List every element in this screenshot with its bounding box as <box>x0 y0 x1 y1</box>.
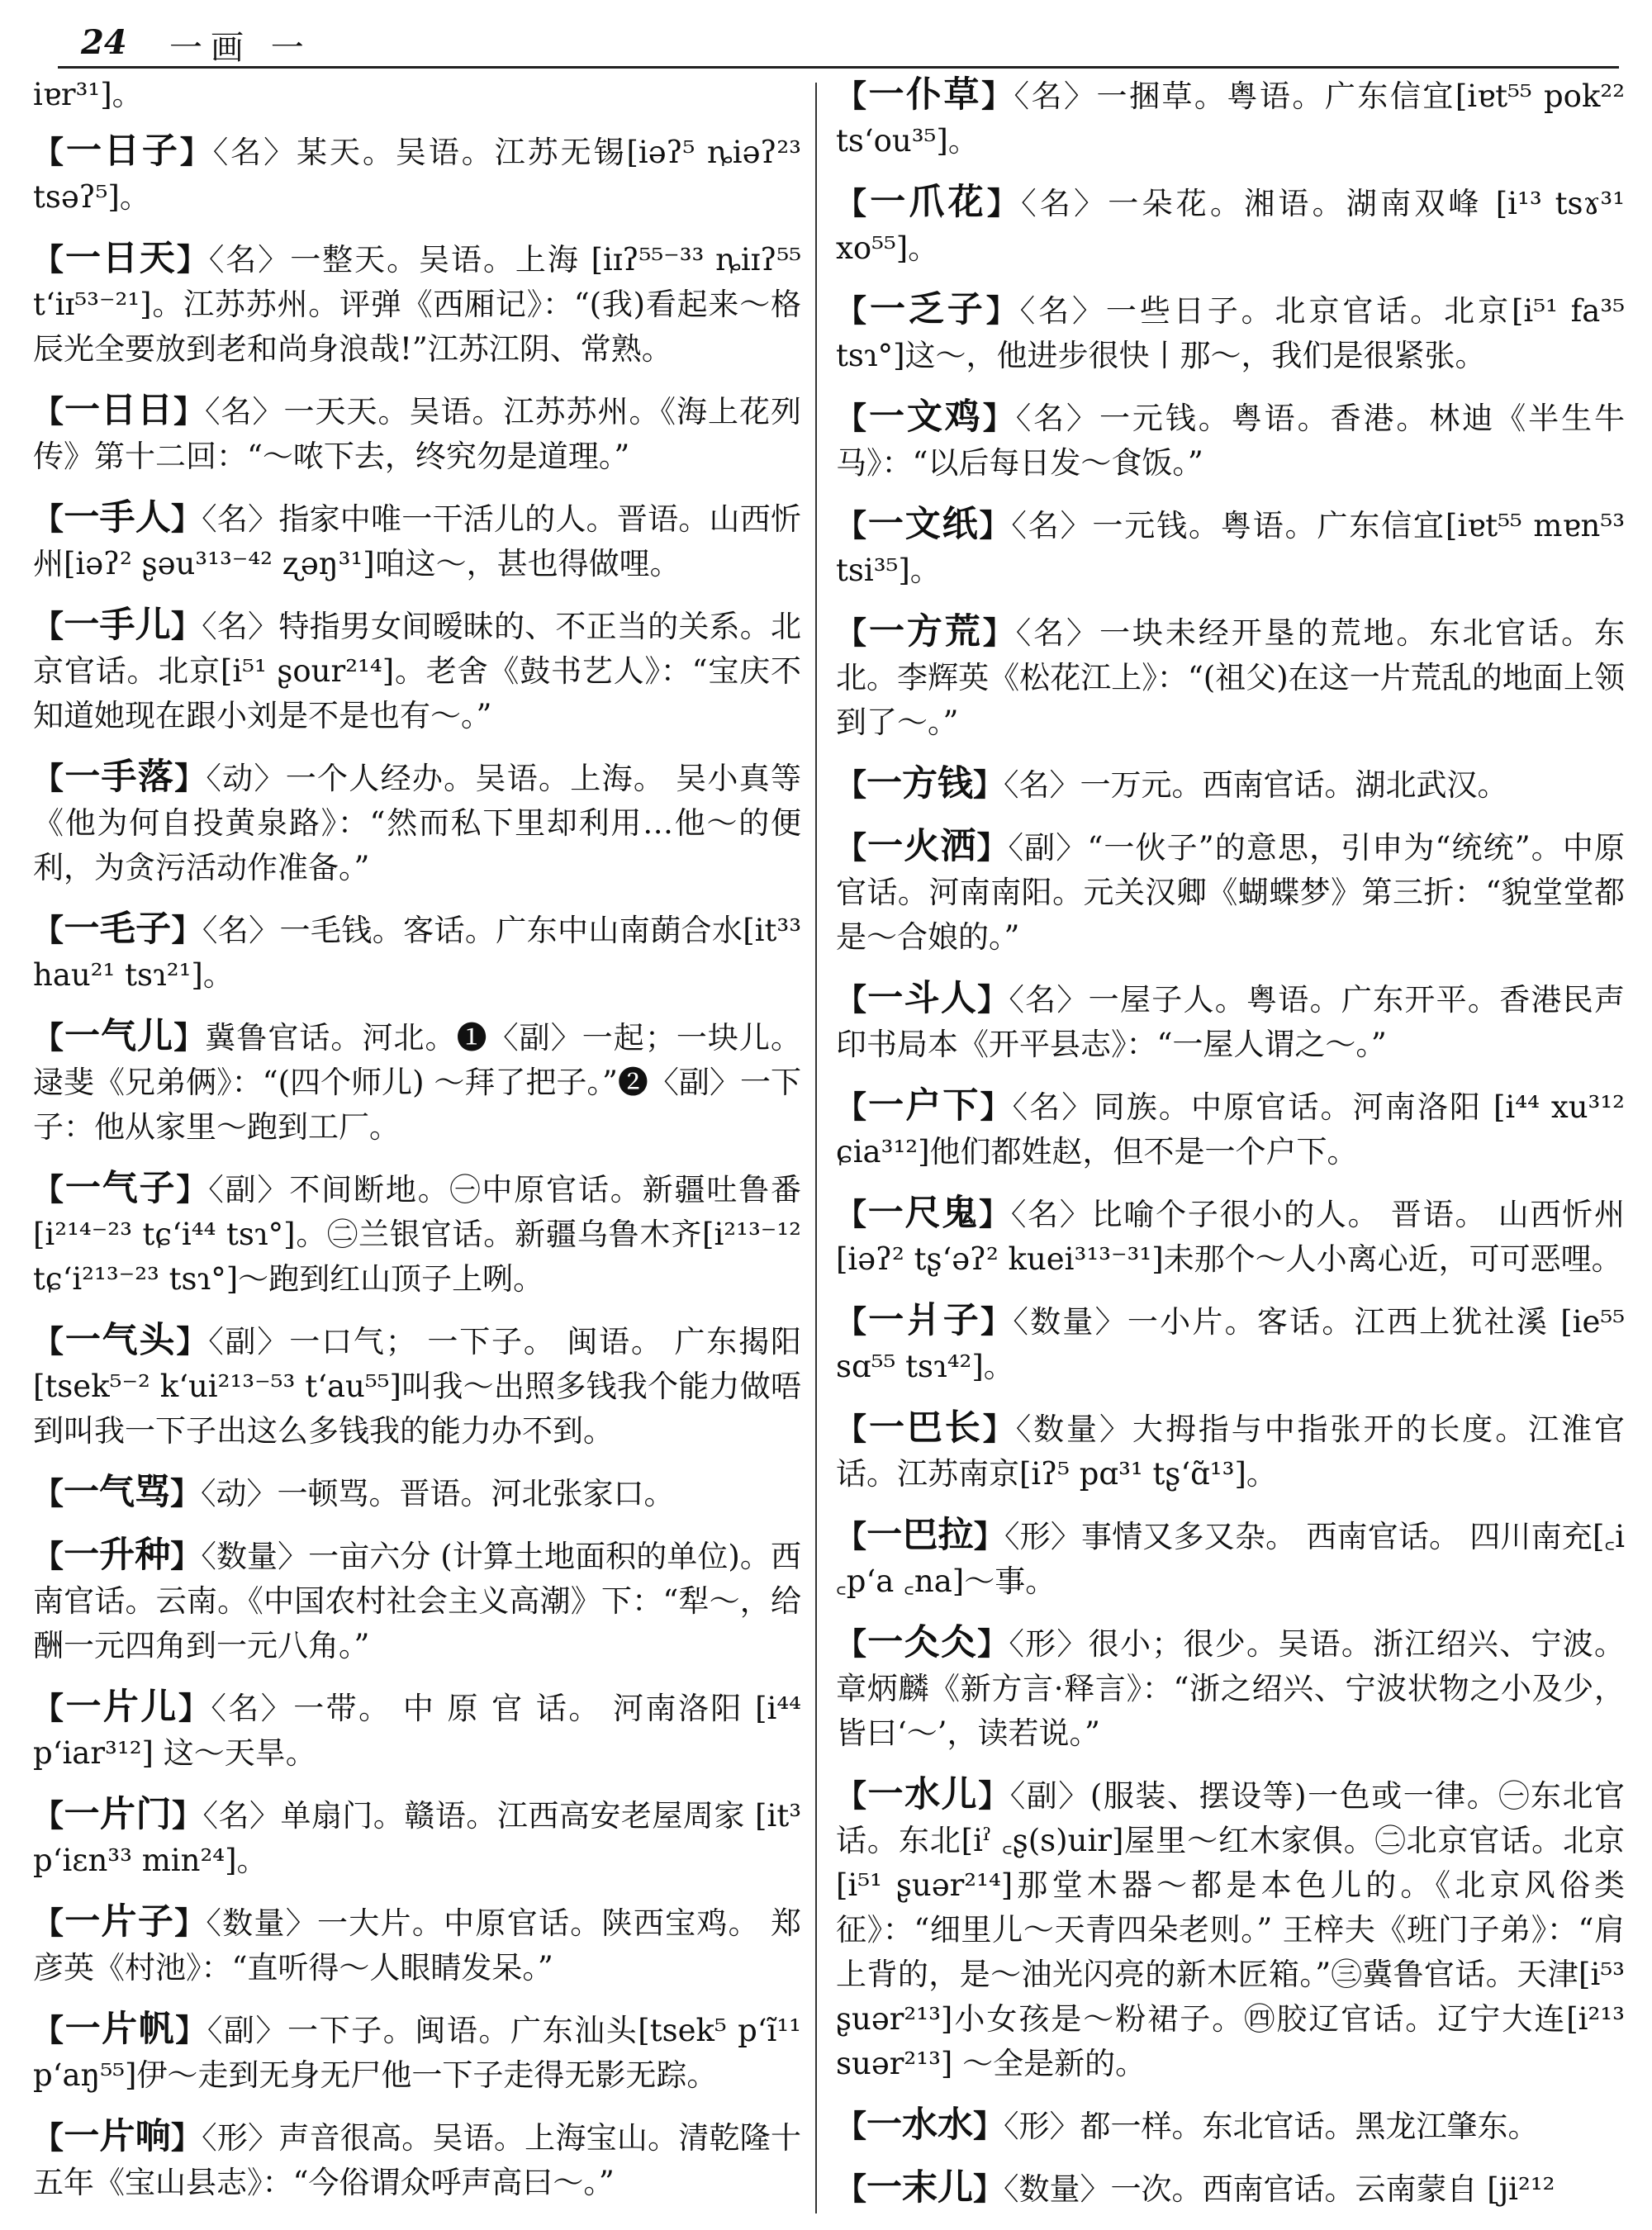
dictionary-entry: 【一文鸡】〈名〉一元钱。粤语。香港。林迪《半生牛马》：“以后每日发～食饭。” <box>836 396 1625 481</box>
entry-headword: 一日日 <box>64 390 173 431</box>
entry-definition: 〈形〉事情又多又杂。 西南官话。 四川南充[꜀i ꜀p‘a ꜀na]～事。 <box>836 1519 1625 1599</box>
entry-definition: 〈数量〉大拇指与中指张开的长度。江淮官话。江苏南京[iʔ⁵ pɑ³¹ tʂ‘ɑ̃¹³]。 <box>836 1412 1625 1492</box>
right-column <box>836 73 1625 2220</box>
dictionary-entry: 【一户下】〈名〉同族。中原官话。河南洛阳 [i⁴⁴ xu³¹² ɕia³¹²]他们都姓赵，但不是一个户下。 <box>836 1085 1625 1170</box>
entry-definition: 〈形〉很小；很少。吴语。浙江绍兴、宁波。章炳麟《新方言·释言》：“浙之绍兴、宁波状物之小及少，皆曰‘～’，读若说。” <box>836 1626 1625 1751</box>
dictionary-entry: 【一仌仌】〈形〉很小；很少。吴语。浙江绍兴、宁波。章炳麟《新方言·释言》：“浙之绍兴、宁波状物之小及少，皆曰‘～’，读若说。” <box>836 1622 1625 1751</box>
dictionary-entry: 【一日天】〈名〉一整天。吴语。上海 [iɪʔ⁵⁵⁻³³ ȵiɪʔ⁵⁵ t‘iɪ⁵³⁻²¹]。江苏苏州。评弹《西厢记》：“(我)看起来～格辰光全要放到老和尚身浪哉!”江苏江阴、常熟。 <box>33 238 801 367</box>
dictionary-entry: 【一手落】〈动〉一个人经办。吴语。上海。 吴小真等《他为何自投黄泉路》：“然而私下里却利用…他～的便利，为贪污活动作准备。” <box>33 757 801 885</box>
entry-definition: 〈副〉不间断地。㊀中原官话。新疆吐鲁番[i²¹⁴⁻²³ tɕ‘i⁴⁴ tsɿ°]。㊁兰银官话。新疆乌鲁木齐[i²¹³⁻¹² tɕ‘i²¹³⁻²³ tsɿ°]～跑到红山顶子上咧。 <box>33 1172 801 1297</box>
entry-definition: 〈副〉(服装、摆设等)一色或一律。㊀东北官话。东北[iˀ ꜀ʂ(s)uir]屋里～红木家俱。㊁北京官话。北京[i⁵¹ ʂuər²¹⁴]那堂木器～都是本色儿的。《北京风俗类征》：“细里儿～天青四朵老则。” 王梓夫《班门子弟》：“肩上背的，是～油光闪亮的新木匠箱。”㊂冀鲁官话。天津[i⁵³ ʂuər²¹³]小女孩是～粉裙子。㊃胶辽官话。辽宁大连[i²¹³ suər²¹³] ～全是新的。 <box>836 1778 1625 2081</box>
entry-headword: 一升种 <box>64 1535 171 1576</box>
dictionary-entry: 【一毛子】〈名〉一毛钱。客话。广东中山南蓢合水[it³³ hau²¹ tsɿ²¹]。 <box>33 909 801 993</box>
entry-headword: 一方荒 <box>868 611 983 652</box>
running-title: 一画 一 <box>169 29 312 67</box>
entry-headword: 一气头 <box>64 1320 177 1361</box>
dictionary-entry: 【一片帆】〈副〉一下子。闽语。广东汕头[tsek⁵ p‘ĩ¹¹ p‘aŋ⁵⁵]伊～走到无身无尸他一下子走得无影无踪。 <box>33 2009 801 2093</box>
page-header <box>58 15 1619 69</box>
dictionary-entry: 【一气头】〈副〉一口气； 一下子。 闽语。 广东揭阳[tsek⁵⁻² k‘ui²¹³⁻⁵³ t‘au⁵⁵]叫我～出照多钱我个能力做唔到叫我一下子出这么多钱我的能力办不到。 <box>33 1320 801 1449</box>
entry-headword: 一尺鬼 <box>867 1193 980 1234</box>
entry-headword: 一气子 <box>64 1168 177 1209</box>
dictionary-entry: 【一水水】〈形〉都一样。东北官话。黑龙江肇东。 <box>836 2104 1539 2146</box>
entry-definition: 〈名〉某天。吴语。江苏无锡[iəʔ⁵ ȵiəʔ²³ tsəʔ⁵]。 <box>33 135 801 215</box>
entry-headword: 一手落 <box>64 757 175 798</box>
entry-headword: 一气骂 <box>64 1472 170 1513</box>
dictionary-entry: 【一巴长】〈数量〉大拇指与中指张开的长度。江淮官话。江苏南京[iʔ⁵ pɑ³¹ tʂ‘ɑ̃¹³]。 <box>836 1407 1625 1492</box>
dictionary-entry: 【一气子】〈副〉不间断地。㊀中原官话。新疆吐鲁番[i²¹⁴⁻²³ tɕ‘i⁴⁴ tsɿ°]。㊁兰银官话。新疆乌鲁木齐[i²¹³⁻¹² tɕ‘i²¹³⁻²³ tsɿ°]～跑到红山顶子上咧。 <box>33 1168 801 1297</box>
entry-headword: 一乏子 <box>869 289 986 330</box>
entry-headword: 一方钱 <box>866 763 973 804</box>
entry-definition: 〈名〉一整天。吴语。上海 [iɪʔ⁵⁵⁻³³ ȵiɪʔ⁵⁵ t‘iɪ⁵³⁻²¹]。江苏苏州。评弹《西厢记》：“(我)看起来～格辰光全要放到老和尚身浪哉!”江苏江阴、常熟。 <box>33 242 801 367</box>
entry-definition: 〈名〉比喻个子很小的人。 晋语。 山西忻州[iəʔ² tʂ‘əʔ² kuei³¹³⁻³¹]未那个～人小离心近，可可恶哩。 <box>836 1197 1625 1277</box>
entry-definition: 〈数量〉一小片。客话。江西上犹社溪 [ie⁵⁵ sɑ⁵⁵ tsɿ⁴²]。 <box>836 1304 1625 1384</box>
entry-headword: 一片子 <box>64 1901 175 1943</box>
entry-headword: 一户下 <box>868 1085 980 1127</box>
entry-headword: 一片响 <box>64 2116 171 2157</box>
entry-definition: 〈名〉一天天。吴语。江苏苏州。《海上花列传》第十二回：“～哝下去，终究勿是道理。” <box>33 394 801 474</box>
entry-definition: 〈名〉一朵花。湘语。湖南双峰 [i¹³ tsɤ³¹ xo⁵⁵]。 <box>836 186 1625 266</box>
dictionary-entry: 【一升种】〈数量〉一亩六分 (计算土地面积的单位)。西南官话。云南。《中国农村社会主义高潮》下：“犁～，给酬一元四角到一元八角。” <box>33 1535 801 1663</box>
entry-definition: 〈动〉一个人经办。吴语。上海。 吴小真等《他为何自投黄泉路》：“然而私下里却利用…他～的便利，为贪污活动作准备。” <box>33 761 801 885</box>
entry-headword: 一片门 <box>64 1794 172 1835</box>
entry-headword: 一爪花 <box>870 182 987 223</box>
dictionary-entry: 【一巴拉】〈形〉事情又多又杂。 西南官话。 四川南充[꜀i ꜀p‘a ꜀na]～事。 <box>836 1515 1625 1599</box>
entry-definition: 〈名〉一带。 中 原 官 话。 河南洛阳 [i⁴⁴ p‘iar³¹²] 这～天旱。 <box>33 1691 801 1771</box>
dictionary-entry: 【一手人】〈名〉指家中唯一干活儿的人。晋语。山西忻州[iəʔ² ʂəu³¹³⁻⁴² ʐəŋ³¹]咱这～，甚也得做哩。 <box>33 497 801 581</box>
entry-headword: 一巴长 <box>868 1407 983 1449</box>
entry-headword: 一仌仌 <box>867 1622 978 1663</box>
entry-definition: iɐr³¹]。 <box>33 77 143 112</box>
entry-definition: 〈名〉同族。中原官话。河南洛阳 [i⁴⁴ xu³¹² ɕia³¹²]他们都姓赵，但不是一个户下。 <box>836 1089 1625 1170</box>
entry-definition: 〈副〉一口气； 一下子。 闽语。 广东揭阳[tsek⁵⁻² k‘ui²¹³⁻⁵³ t‘au⁵⁵]叫我～出照多钱我个能力做唔到叫我一下子出这么多钱我的能力办不到。 <box>33 1324 801 1449</box>
dictionary-entry: 【一片响】〈形〉声音很高。吴语。上海宝山。清乾隆十五年《宝山县志》：“今俗谓众呼声高曰～。” <box>33 2116 801 2200</box>
entry-headword: 一气儿 <box>64 1016 174 1057</box>
dictionary-entry: 【一斗人】〈名〉一屋子人。粤语。广东开平。香港民声印书局本《开平县志》：“一屋人谓之～。” <box>836 978 1625 1062</box>
entry-headword: 一手人 <box>64 497 171 539</box>
entry-definition: 〈名〉一捆草。粤语。广东信宜[iɐt⁵⁵ pok²² ts‘ou³⁵]。 <box>836 78 1625 159</box>
dictionary-entry: 【一尺鬼】〈名〉比喻个子很小的人。 晋语。 山西忻州[iəʔ² tʂ‘əʔ² kuei³¹³⁻³¹]未那个～人小离心近，可可恶哩。 <box>836 1193 1625 1277</box>
entry-definition: 〈名〉一元钱。粤语。广东信宜[iɐt⁵⁵ mɐn⁵³ tsi³⁵]。 <box>836 508 1625 588</box>
dictionary-entry: 【一末儿】〈数量〉一次。西南官话。云南蒙自 [ji²¹² <box>836 2167 1555 2209</box>
entry-definition: 〈名〉一毛钱。客话。广东中山南蓢合水[it³³ hau²¹ tsɿ²¹]。 <box>33 913 801 993</box>
entry-headword: 一文纸 <box>867 504 980 545</box>
dictionary-entry: 【一手儿】〈名〉特指男女间暧昧的、不正当的关系。北京官话。北京[i⁵¹ ʂour²¹⁴]。老舍《鼓书艺人》：“宝庆不知道她现在跟小刘是不是也有～。” <box>33 605 801 733</box>
entry-headword: 一毛子 <box>64 909 172 950</box>
entry-headword: 一片帆 <box>64 2009 176 2050</box>
entry-headword: 一末儿 <box>866 2167 973 2209</box>
entry-definition: 〈名〉单扇门。赣语。江西高安老屋周家 [it³ p‘iɛn³³ min²⁴]。 <box>33 1798 801 1878</box>
dictionary-entry: 【一日子】〈名〉某天。吴语。江苏无锡[iəʔ⁵ ȵiəʔ²³ tsəʔ⁵]。 <box>33 130 801 215</box>
entry-definition: 〈副〉“一伙子”的意思，引申为“统统”。中原官话。河南南阳。元关汉卿《蝴蝶梦》第三折：“貌堂堂都是～合娘的。” <box>836 830 1625 955</box>
left-column <box>33 73 801 2220</box>
dictionary-entry: 【一文纸】〈名〉一元钱。粤语。广东信宜[iɐt⁵⁵ mɐn⁵³ tsi³⁵]。 <box>836 504 1625 588</box>
entry-definition: 〈数量〉一次。西南官话。云南蒙自 [ji²¹² <box>1004 2171 1555 2207</box>
entry-definition: 〈名〉指家中唯一干活儿的人。晋语。山西忻州[iəʔ² ʂəu³¹³⁻⁴² ʐəŋ³¹]咱这～，甚也得做哩。 <box>33 501 801 581</box>
dictionary-entry: 【一片门】〈名〉单扇门。赣语。江西高安老屋周家 [it³ p‘iɛn³³ min²⁴]。 <box>33 1794 801 1878</box>
dictionary-entry: 【一爪花】〈名〉一朵花。湘语。湖南双峰 [i¹³ tsɤ³¹ xo⁵⁵]。 <box>836 182 1625 266</box>
entry-definition: 〈名〉一元钱。粤语。香港。林迪《半生牛马》：“以后每日发～食饭。” <box>836 401 1625 481</box>
dictionary-entry: 【一仆草】〈名〉一捆草。粤语。广东信宜[iɐt⁵⁵ pok²² ts‘ou³⁵]。 <box>836 74 1625 159</box>
entry-definition: 〈形〉声音很高。吴语。上海宝山。清乾隆十五年《宝山县志》：“今俗谓众呼声高曰～。” <box>33 2120 801 2200</box>
entry-definition: 〈名〉特指男女间暧昧的、不正当的关系。北京官话。北京[i⁵¹ ʂour²¹⁴]。老舍《鼓书艺人》：“宝庆不知道她现在跟小刘是不是也有～。” <box>33 609 801 733</box>
dictionary-entry: 【一方钱】〈名〉一万元。西南官话。湖北武汉。 <box>836 763 1508 804</box>
entry-headword: 一文鸡 <box>868 396 983 438</box>
dictionary-entry: 【一片儿】〈名〉一带。 中 原 官 话。 河南洛阳 [i⁴⁴ p‘iar³¹²] 这～天旱。 <box>33 1687 801 1771</box>
dictionary-entry: 【一水儿】〈副〉(服装、摆设等)一色或一律。㊀东北官话。东北[iˀ ꜀ʂ(s)uir]屋里～红木家俱。㊁北京官话。北京[i⁵¹ ʂuər²¹⁴]那堂木器～都是本色儿的。《北京风俗类征》：“细里儿～天青四朵老则。” 王梓夫《班门子弟》：“肩上背的，是～油光闪亮的新木匠箱。”㊂冀鲁官话。天津[i⁵³ ʂuər²¹³]小女孩是～粉裙子。㊃胶辽官话。辽宁大连[i²¹³ suər²¹³] ～全是新的。 <box>836 1774 1625 2081</box>
entry-definition: 〈数量〉一大片。中原官话。陕西宝鸡。 郑彦英《村池》：“直听得～人眼睛发呆。” <box>33 1905 801 1986</box>
entry-headword: 一水儿 <box>867 1774 979 1815</box>
dictionary-entry: 【一爿子】〈数量〉一小片。客话。江西上犹社溪 [ie⁵⁵ sɑ⁵⁵ tsɿ⁴²]。 <box>836 1300 1625 1384</box>
entry-headword: 一火洒 <box>867 826 977 867</box>
entry-headword: 一仆草 <box>868 74 981 116</box>
dictionary-entry: 【一火洒】〈副〉“一伙子”的意思，引申为“统统”。中原官话。河南南阳。元关汉卿《蝴蝶梦》第三折：“貌堂堂都是～合娘的。” <box>836 826 1625 955</box>
entry-definition: 〈形〉都一样。东北官话。黑龙江肇东。 <box>1004 2109 1539 2144</box>
dictionary-entry: 【一片子】〈数量〉一大片。中原官话。陕西宝鸡。 郑彦英《村池》：“直听得～人眼睛发呆。” <box>33 1901 801 1986</box>
entry-headword: 一手儿 <box>64 605 171 646</box>
dictionary-entry: 【一日日】〈名〉一天天。吴语。江苏苏州。《海上花列传》第十二回：“～哝下去，终究勿是道理。” <box>33 390 801 474</box>
dictionary-entry: 【一气骂】〈动〉一顿骂。晋语。河北张家口。 <box>33 1472 675 1513</box>
entry-headword: 一片儿 <box>65 1687 178 1728</box>
entry-definition: 〈动〉一顿骂。晋语。河北张家口。 <box>201 1476 675 1511</box>
entry-definition: 〈名〉一屋子人。粤语。广东开平。香港民声印书局本《开平县志》：“一屋人谓之～。” <box>836 982 1625 1062</box>
entry-headword: 一巴拉 <box>866 1515 974 1556</box>
entry-definition: 〈名〉一些日子。北京官话。北京[i⁵¹ fa³⁵ tsɿ°]这～，他进步很快丨那～，我们是很紧张。 <box>836 293 1625 373</box>
dictionary-entry: 【一气儿】冀鲁官话。河北。❶〈副〉一起；一块儿。逯斐《兄弟俩》：“(四个师儿) ～拜了把子。”❷〈副〉一下子：他从家里～跑到工厂。 <box>33 1016 801 1145</box>
entry-definition: 〈名〉一万元。西南官话。湖北武汉。 <box>1004 767 1508 803</box>
page-number: 24 <box>81 23 127 62</box>
entry-headword: 一水水 <box>866 2104 973 2146</box>
entry-definition: 冀鲁官话。河北。❶〈副〉一起；一块儿。逯斐《兄弟俩》：“(四个师儿) ～拜了把子。”❷〈副〉一下子：他从家里～跑到工厂。 <box>33 1020 801 1145</box>
dictionary-entry: 【一乏子】〈名〉一些日子。北京官话。北京[i⁵¹ fa³⁵ tsɿ°]这～，他进步很快丨那～，我们是很紧张。 <box>836 289 1625 373</box>
entry-definition: 〈副〉一下子。闽语。广东汕头[tsek⁵ p‘ĩ¹¹ p‘aŋ⁵⁵]伊～走到无身无尸他一下子走得无影无踪。 <box>33 2013 801 2093</box>
dictionary-entry: 【一方荒】〈名〉一块未经开垦的荒地。东北官话。东北。李辉英《松花江上》：“(祖父)在这一片荒乱的地面上领到了～。” <box>836 611 1625 740</box>
entry-definition: 〈名〉一块未经开垦的荒地。东北官话。东北。李辉英《松花江上》：“(祖父)在这一片荒乱的地面上领到了～。” <box>836 615 1625 740</box>
column-divider <box>815 83 817 2213</box>
entry-headword: 一日子 <box>65 130 180 172</box>
dictionary-entry <box>33 73 801 117</box>
entry-definition: 〈数量〉一亩六分 (计算土地面积的单位)。西南官话。云南。《中国农村社会主义高潮》下：“犁～，给酬一元四角到一元八角。” <box>33 1539 801 1663</box>
entry-headword: 一爿子 <box>868 1300 981 1341</box>
entry-headword: 一斗人 <box>867 978 978 1019</box>
entry-headword: 一日天 <box>64 238 177 279</box>
